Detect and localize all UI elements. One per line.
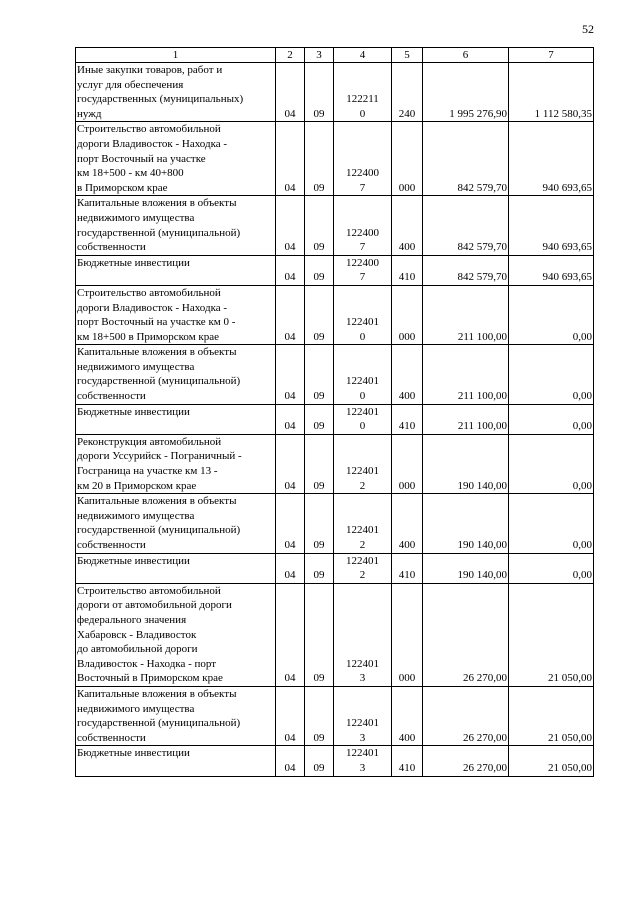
- expense-type-cell: 400: [392, 686, 423, 745]
- section-code-cell: 04: [276, 63, 305, 122]
- amount-year2-cell: 940 693,65: [509, 122, 594, 196]
- amount-year2-cell: 21 050,00: [509, 583, 594, 686]
- table-row: [76, 686, 594, 745]
- amount-year2-cell: 940 693,65: [509, 196, 594, 255]
- section-code-cell: 04: [276, 196, 305, 255]
- subsection-code-cell: 09: [305, 494, 334, 553]
- table-row: [76, 746, 594, 776]
- section-code-cell: 04: [276, 434, 305, 493]
- subsection-code-cell: 09: [305, 285, 334, 344]
- subsection-code-cell: 09: [305, 553, 334, 583]
- target-article-cell: 122401 0: [334, 285, 392, 344]
- target-article-cell: 122401 0: [334, 404, 392, 434]
- subsection-code-cell: 09: [305, 404, 334, 434]
- subsection-code-cell: 09: [305, 686, 334, 745]
- budget-table: [75, 47, 594, 777]
- table-row: [76, 196, 594, 255]
- section-code-cell: 04: [276, 686, 305, 745]
- target-article-cell: 122211 0: [334, 63, 392, 122]
- header-cell: 3: [305, 48, 334, 63]
- expense-type-cell: 410: [392, 255, 423, 285]
- subsection-code-cell: 09: [305, 345, 334, 404]
- row-name-cell: Капитальные вложения в объекты недвижимого имущества государственной (муниципальной) собственности: [76, 196, 276, 255]
- target-article-cell: 122400 7: [334, 255, 392, 285]
- amount-year1-cell: 26 270,00: [423, 746, 509, 776]
- expense-type-cell: 400: [392, 494, 423, 553]
- section-code-cell: 04: [276, 404, 305, 434]
- table-row: [76, 122, 594, 196]
- target-article-cell: 122401 3: [334, 686, 392, 745]
- section-code-cell: 04: [276, 345, 305, 404]
- amount-year2-cell: 1 112 580,35: [509, 63, 594, 122]
- section-code-cell: 04: [276, 553, 305, 583]
- header-row: [76, 48, 594, 63]
- row-name-cell: Бюджетные инвестиции: [76, 553, 276, 583]
- table-row: [76, 553, 594, 583]
- amount-year1-cell: 1 995 276,90: [423, 63, 509, 122]
- amount-year2-cell: 21 050,00: [509, 746, 594, 776]
- amount-year1-cell: 190 140,00: [423, 553, 509, 583]
- page-number: 52: [582, 22, 594, 36]
- expense-type-cell: 400: [392, 345, 423, 404]
- amount-year1-cell: 190 140,00: [423, 494, 509, 553]
- row-name-cell: Капитальные вложения в объекты недвижимого имущества государственной (муниципальной) собственности: [76, 686, 276, 745]
- amount-year1-cell: 26 270,00: [423, 583, 509, 686]
- header-cell: 4: [334, 48, 392, 63]
- section-code-cell: 04: [276, 583, 305, 686]
- expense-type-cell: 240: [392, 63, 423, 122]
- target-article-cell: 122401 2: [334, 553, 392, 583]
- table-row: [76, 583, 594, 686]
- subsection-code-cell: 09: [305, 746, 334, 776]
- amount-year2-cell: 0,00: [509, 404, 594, 434]
- row-name-cell: Строительство автомобильной дороги Владивосток - Находка - порт Восточный на участке км 0 - км 18+500 в Приморском крае: [76, 285, 276, 344]
- expense-type-cell: 000: [392, 434, 423, 493]
- subsection-code-cell: 09: [305, 255, 334, 285]
- section-code-cell: 04: [276, 746, 305, 776]
- table-row: [76, 285, 594, 344]
- subsection-code-cell: 09: [305, 122, 334, 196]
- table-row: [76, 494, 594, 553]
- section-code-cell: 04: [276, 255, 305, 285]
- subsection-code-cell: 09: [305, 434, 334, 493]
- amount-year2-cell: 0,00: [509, 285, 594, 344]
- header-cell: 5: [392, 48, 423, 63]
- section-code-cell: 04: [276, 494, 305, 553]
- row-name-cell: Реконструкция автомобильной дороги Уссурийск - Пограничный - Госграница на участке км 13 - км 20 в Приморском крае: [76, 434, 276, 493]
- row-name-cell: Строительство автомобильной дороги Владивосток - Находка - порт Восточный на участке км 18+500 - км 40+800 в Приморском крае: [76, 122, 276, 196]
- target-article-cell: 122401 2: [334, 494, 392, 553]
- expense-type-cell: 000: [392, 122, 423, 196]
- amount-year2-cell: 0,00: [509, 494, 594, 553]
- table-row: [76, 255, 594, 285]
- row-name-cell: Иные закупки товаров, работ и услуг для обеспечения государственных (муниципальных) нужд: [76, 63, 276, 122]
- amount-year1-cell: 842 579,70: [423, 196, 509, 255]
- subsection-code-cell: 09: [305, 63, 334, 122]
- expense-type-cell: 410: [392, 746, 423, 776]
- row-name-cell: Капитальные вложения в объекты недвижимого имущества государственной (муниципальной) собственности: [76, 345, 276, 404]
- target-article-cell: 122401 3: [334, 583, 392, 686]
- row-name-cell: Бюджетные инвестиции: [76, 746, 276, 776]
- table-row: [76, 404, 594, 434]
- amount-year2-cell: 0,00: [509, 553, 594, 583]
- row-name-cell: Капитальные вложения в объекты недвижимого имущества государственной (муниципальной) собственности: [76, 494, 276, 553]
- subsection-code-cell: 09: [305, 583, 334, 686]
- amount-year1-cell: 842 579,70: [423, 122, 509, 196]
- expense-type-cell: 000: [392, 583, 423, 686]
- amount-year1-cell: 211 100,00: [423, 345, 509, 404]
- row-name-cell: Строительство автомобильной дороги от автомобильной дороги федерального значения Хабаровск - Владивосток до автомобильной дороги Владивосток - Находка - порт Восточный в Приморском крае: [76, 583, 276, 686]
- target-article-cell: 122401 2: [334, 434, 392, 493]
- target-article-cell: 122401 0: [334, 345, 392, 404]
- section-code-cell: 04: [276, 122, 305, 196]
- table-row: [76, 63, 594, 122]
- amount-year1-cell: 842 579,70: [423, 255, 509, 285]
- amount-year1-cell: 190 140,00: [423, 434, 509, 493]
- header-cell: 1: [76, 48, 276, 63]
- table-row: [76, 434, 594, 493]
- target-article-cell: 122400 7: [334, 196, 392, 255]
- section-code-cell: 04: [276, 285, 305, 344]
- amount-year1-cell: 211 100,00: [423, 285, 509, 344]
- expense-type-cell: 400: [392, 196, 423, 255]
- target-article-cell: 122401 3: [334, 746, 392, 776]
- header-cell: 2: [276, 48, 305, 63]
- target-article-cell: 122400 7: [334, 122, 392, 196]
- subsection-code-cell: 09: [305, 196, 334, 255]
- expense-type-cell: 410: [392, 404, 423, 434]
- header-cell: 7: [509, 48, 594, 63]
- expense-type-cell: 410: [392, 553, 423, 583]
- amount-year2-cell: 0,00: [509, 345, 594, 404]
- row-name-cell: Бюджетные инвестиции: [76, 404, 276, 434]
- amount-year1-cell: 211 100,00: [423, 404, 509, 434]
- amount-year1-cell: 26 270,00: [423, 686, 509, 745]
- row-name-cell: Бюджетные инвестиции: [76, 255, 276, 285]
- header-cell: 6: [423, 48, 509, 63]
- amount-year2-cell: 0,00: [509, 434, 594, 493]
- table-row: [76, 345, 594, 404]
- amount-year2-cell: 940 693,65: [509, 255, 594, 285]
- amount-year2-cell: 21 050,00: [509, 686, 594, 745]
- expense-type-cell: 000: [392, 285, 423, 344]
